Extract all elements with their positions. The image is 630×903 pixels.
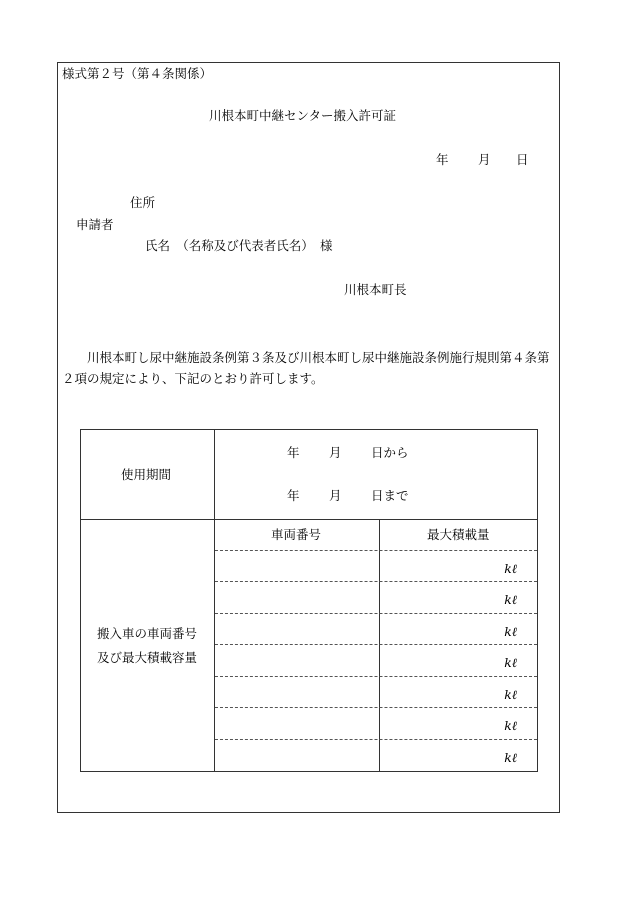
table-divider-vertical-right: [379, 519, 380, 771]
col-header-vehicle-number: 車両番号: [271, 527, 322, 542]
row-2-unit: kℓ: [504, 592, 517, 607]
issue-date-year: 年: [436, 152, 449, 167]
period-to-year: 年: [287, 488, 300, 503]
row-divider: [215, 707, 537, 708]
row-divider: [215, 550, 537, 551]
period-label: 使用期間: [121, 467, 172, 482]
form-number: 様式第２号（第４条関係）: [62, 66, 213, 81]
issuer-name: 川根本町長: [344, 282, 407, 297]
issue-date-month: 月: [478, 152, 491, 167]
table-divider-vertical-left: [214, 430, 215, 771]
period-to-month: 月: [329, 488, 342, 503]
period-from-month: 月: [329, 445, 342, 460]
permission-statement: 川根本町し尿中継施設条例第３条及び川根本町し尿中継施設条例施行規則第４条第２項の規定により、下記のとおり許可します。: [62, 350, 550, 387]
row-6-unit: kℓ: [504, 718, 517, 733]
name-label: 氏名 （名称及び代表者氏名） 様: [145, 238, 333, 253]
table-divider-horizontal: [81, 519, 537, 520]
row-1-unit: kℓ: [504, 561, 517, 576]
row-divider: [215, 644, 537, 645]
form-title: 川根本町中継センター搬入許可証: [209, 108, 397, 123]
period-from-year: 年: [287, 445, 300, 460]
period-from-day: 日から: [371, 445, 409, 460]
row-7-unit: kℓ: [504, 750, 517, 765]
issue-date-day: 日: [516, 152, 529, 167]
vehicle-label-line2: 及び最大積載容量: [97, 650, 198, 665]
row-4-unit: kℓ: [504, 655, 517, 670]
period-to-day: 日まで: [371, 488, 409, 503]
row-5-unit: kℓ: [504, 687, 517, 702]
col-header-max-load: 最大積載量: [427, 527, 490, 542]
address-label: 住所: [130, 195, 156, 210]
row-3-unit: kℓ: [504, 624, 517, 639]
row-divider: [215, 613, 537, 614]
vehicle-label-line1: 搬入車の車両番号: [97, 626, 198, 641]
row-divider: [215, 581, 537, 582]
usage-table: [80, 429, 538, 772]
applicant-label: 申請者: [76, 217, 114, 232]
row-divider: [215, 676, 537, 677]
row-divider: [215, 739, 537, 740]
